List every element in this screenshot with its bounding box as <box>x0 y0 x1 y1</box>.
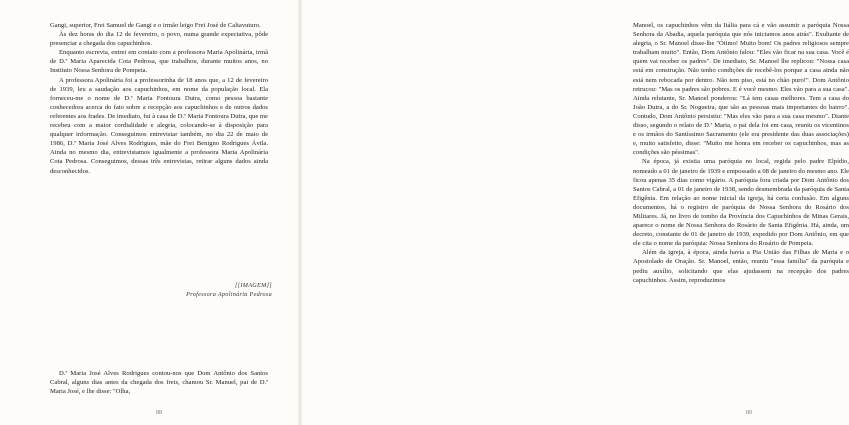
page-number-left: 88 <box>156 410 162 416</box>
paragraph: Gangi, superior, Frei Samuel de Gangi e o irmão leigo Frei José de Caltavuturo. <box>50 22 261 29</box>
left-page-bottom-text <box>50 369 268 396</box>
photo-placeholder <box>124 282 272 310</box>
paragraph: Além da igreja, à época, ainda havia a Pia União das Filhas de Maria e o Apostolado de Oração. Sr. Manoel, então, reuniu "essa família" da paróquia e pediu auxílio, solicitando que elas ajudassem na recepção dos padres capuchinhos. Assim, reproduzimos <box>633 249 849 284</box>
left-page <box>0 0 300 425</box>
paragraph: Na época, já existia uma paróquia no local, regida pelo padre Elpídio, nomeado a 01 de janeiro de 1939 e empossado a 08 de janeiro do mesmo ano. Ele ficou apenas 35 dias como vigário. A paróquia fora criada por Dom Antônio dos Santos Cabral, a 01 de janeiro de 1938, sendo desmembrada da paróquia de Santa Efigênia. Em relação ao nome inicial da igreja, há certa confusão. Em alguns documentos, há o registro de paróquia de Nossa Senhora do Rosário dos Militares. Já, no livro de tombo da Província dos Capuchinhos de Minas Gerais, aparece o nome de Nossa Senhora do Rosário de Santa Efigênia. Há, ainda, um decreto, constante de 01 de janeiro de 1939, expedido por Dom Antônio, em que ele cita o nome da paróquia: Nossa Senhora do Rosário de Pompeia. <box>633 158 849 248</box>
left-page-top-text <box>50 21 268 176</box>
right-page <box>300 0 849 425</box>
page-number-right: 89 <box>746 410 752 416</box>
right-page-body-text <box>633 21 849 285</box>
photo-caption: Professora Apolinária Pedrosa <box>186 290 272 298</box>
paragraph: A professora Apolinária foi a professorinha de 18 anos que, a 12 de fevereiro de 1939, leu a saudação aos capuchinhos, em nome da população local. Ela forneceu-me o nome de D.ª Maria Fontoura Dutra, como pessoa bastante conhecedora acerca do fato sobre a recepção aos capuchinhos e de outros dados referentes aos frades. De imediato, fui à casa de D.ª Maria Fontoura Dutra, que me recebeu com a maior cordialidade e alegria, colocando-se à disposição para qualquer informação. Conseguimos entrevistar também, no dia 22 de maio de 1986, D.ª Maria José Alves Rodrigues, mãe do Frei Benigno Rodrigues Ávila. Ainda no mesmo dia, entrevistamos igualmente a professora Maria Apolinária Cota Pedrosa. Conseguimos, dessas três entrevistas, retirar alguns dados ainda desconhecidos. <box>50 76 268 175</box>
paragraph: D.ª Maria José Alves Rodrigues contou-nos que Dom Antônio dos Santos Cabral, alguns dias antes da chegada dos freis, chamou Sr. Manuel, pai de D.ª Maria José, e lhe disse: "Olha, <box>50 370 268 396</box>
paragraph: Enquanto escrevia, entrei em contato com a professora Maria Apolinária, irmã de D.ª Maria Aparecida Cota Pedrosa, que trabalhou, durante muitos anos, no Instituto Nossa Senhora de Pompeia. <box>50 49 268 75</box>
paragraph: Às dez horas do dia 12 de fevereiro, o povo, numa grande expectativa, pôde presenciar a chegada dos capuchinhos. <box>50 31 268 48</box>
paragraph: Manoel, os capuchinhos vêm da Itália para cá e vão assumir a paróquia Nossa Senhora da Abadia, aquela paróquia que nós iniciamos anos atrás". Exultante de alegria, o Sr. Manoel disse-lhe "Ótimo! Muito bom! Os padres religiosos sempre trabalham muito". Então, Dom Antônio falou: "Eles vão ficar na sua casa. Você é quem vai receber os padres". De imediato, Sr. Manoel lhe replicou: "Nossa casa está em construção. Não tenho condições de recebê-los porque a casa ainda não está nem rebocada por dentro. Não tem piso, está no chão puro!". Dom Antônio retrucou: "Mas os padres são pobres. E é você mesmo. Eles vão para a sua casa". Ainda relutante, Sr. Manoel ponderou: "Lá tem casas melhores. Tem a casa do João Dutra, a do Sr. Nogueira, que são as pessoas mais importantes do bairro". Contudo, Dom Antônio persistiu: "Mas eles vão para a sua casa mesmo". Diante disso, segundo o relato de D.ª Maria, o pai dela foi em casa, reuniu os vicentinos e os irmãos do Santíssimo Sacramento (ele era presidente das duas associações) e, muito satisfeito, disse: "Muito me honra em receber os capuchinhos, mas as condições são péssimas". <box>633 22 849 157</box>
image-tag: [[IMAGEM]] <box>234 282 272 289</box>
